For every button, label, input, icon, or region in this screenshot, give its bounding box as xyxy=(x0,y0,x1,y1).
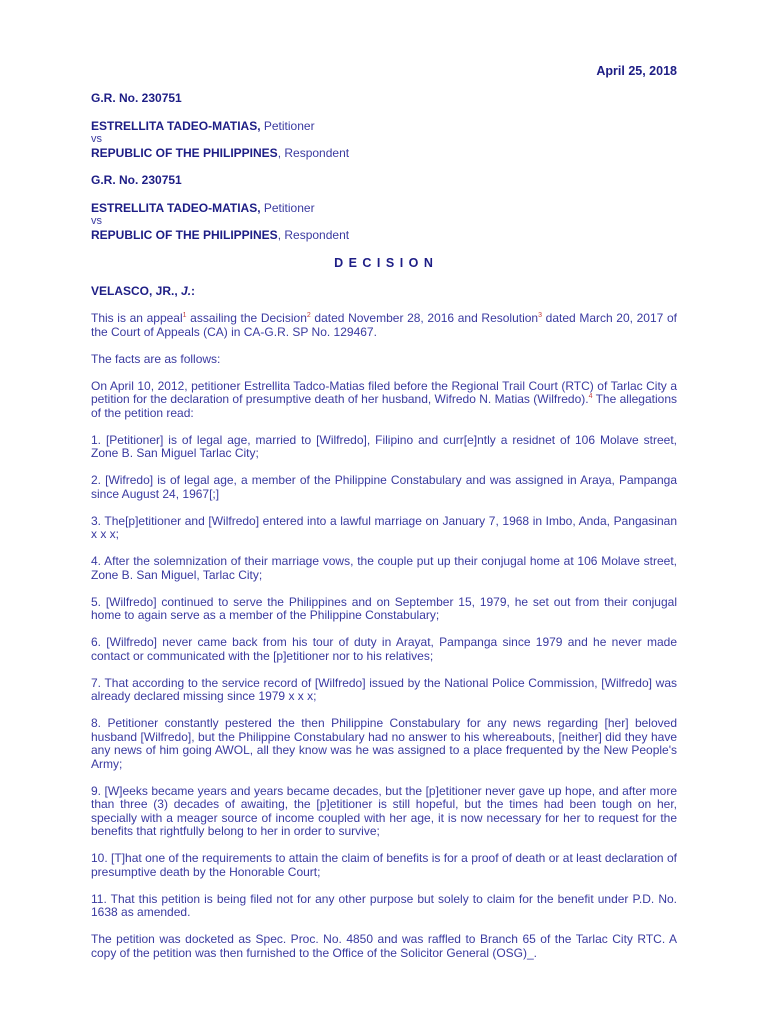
ponente-line xyxy=(91,284,677,298)
body-paragraph: This is an appeal$^1$ assailing the Decision$^2$ dated November 28, 2016 and Resolution$^3$ dated March 20, 2017 of the Court of Appeals (CA) in CA-G.R. SP No. 129467. xyxy=(91,311,677,339)
petitioner-line xyxy=(91,120,677,134)
gr-number: G.R. No. 230751 xyxy=(91,91,182,105)
respondent-role: , Respondent xyxy=(277,145,350,160)
footnote-marker: 4 xyxy=(588,393,593,400)
body-paragraph: 4. After the solemnization of their marriage vows, the couple put up their conjugal home at 106 Molave street, Zone B. San Miguel, Tarlac City; xyxy=(91,554,677,582)
body-paragraph: 8. Petitioner constantly pestered the then Philippine Constabulary for any news regarding [her] beloved husband [Wilfredo], but the Philippine Constabulary had no answer to his whereabouts, [neither] did they have any news of him going AWOL, all they know was he was assigned to a place frequented by the New People's Army; xyxy=(91,716,677,771)
body-paragraph: On April 10, 2012, petitioner Estrellita Tadco-Matias filed before the Regional Trail Court (RTC) of Tarlac City a petition for the declaration of presumptive death of her husband, Wifredo N. Matias (Wilfredo).$^4$ The allegations of the petition read: xyxy=(91,378,677,420)
gr-number: G.R. No. 230751 xyxy=(91,173,182,187)
body-paragraph: 7. That according to the service record of [Wilfredo] issued by the National Police Commission, [Wilfredo] was already declared missing since 1979 x x x; xyxy=(91,675,677,703)
petitioner-name: ESTRELLITA TADEO-MATIAS, xyxy=(91,118,261,133)
body-paragraph: 2. [Wifredo] is of legal age, a member of the Philippine Constabulary and was assigned in Araya, Pampanga since August 24, 1967[;] xyxy=(91,473,677,501)
body-paragraph: 6. [Wilfredo] never came back from his tour of duty in Arayat, Pampanga since 1979 and he never made contact or communicated with the [p]etitioner nor to his relatives; xyxy=(91,635,677,663)
decision-body xyxy=(91,312,677,960)
body-paragraph: 10. [T]hat one of the requirements to attain the claim of benefits is for a proof of death or at least declaration of presumptive death by the Honorable Court; xyxy=(91,851,677,879)
body-paragraph: The petition was docketed as Spec. Proc. No. 4850 and was raffled to Branch 65 of the Tarlac City RTC. A copy of the petition was then furnished to the Office of the Solicitor General (OSG)_. xyxy=(91,932,677,960)
body-paragraph: 1. [Petitioner] is of legal age, married to [Wilfredo], Filipino and curr[e]ntly a residnet of 106 Molave street, Zone B. San Miguel Tarlac City; xyxy=(91,432,677,460)
versus-label: vs xyxy=(91,133,102,145)
respondent-name: REPUBLIC OF THE PHILIPPINES xyxy=(91,227,278,242)
body-paragraph: 11. That this petition is being filed not for any other purpose but solely to claim for the benefit under P.D. No. 1638 as amended. xyxy=(91,891,677,919)
petitioner-role: Petitioner xyxy=(260,118,315,133)
footnote-marker: 2 xyxy=(306,312,311,319)
versus-label: vs xyxy=(91,215,102,227)
body-paragraph: 5. [Wilfredo] continued to serve the Philippines and on September 15, 1979, he set out from their conjugal home to again serve as a member of the Philippine Constabulary; xyxy=(91,594,677,622)
respondent-name: REPUBLIC OF THE PHILIPPINES xyxy=(91,145,278,160)
case-caption-block-2 xyxy=(91,174,677,242)
petitioner-role: Petitioner xyxy=(260,200,315,215)
respondent-line xyxy=(91,147,677,161)
footnote-marker: 1 xyxy=(182,312,187,319)
footnote-marker: 3 xyxy=(538,312,543,319)
respondent-role: , Respondent xyxy=(277,227,350,242)
ponente-j-abbrev: J. xyxy=(181,284,192,298)
decision-heading: D E C I S I O N xyxy=(334,256,434,270)
ponente-colon: : xyxy=(191,284,196,298)
ponente-name: VELASCO, JR., xyxy=(91,284,182,298)
respondent-line xyxy=(91,229,677,243)
document-date: April 25, 2018 xyxy=(596,64,677,78)
petitioner-name: ESTRELLITA TADEO-MATIAS, xyxy=(91,200,261,215)
body-paragraph: 3. The[p]etitioner and [Wilfredo] entered into a lawful marriage on January 7, 1968 in Imbo, Anda, Pangasinan x x x; xyxy=(91,513,677,541)
petitioner-line xyxy=(91,202,677,216)
case-caption-block-1 xyxy=(91,92,677,160)
body-paragraph: The facts are as follows: xyxy=(91,351,221,366)
body-paragraph: 9. [W]eeks became years and years became decades, but the [p]etitioner never gave up hope, and after more than three (3) decades of awaiting, the [p]etitioner is still hopeful, but the times had been tough on her, specially with a meager source of income coupled with her age, it is now necessary for her to request for the benefits that rightfully belong to her in order to survive; xyxy=(91,783,677,838)
